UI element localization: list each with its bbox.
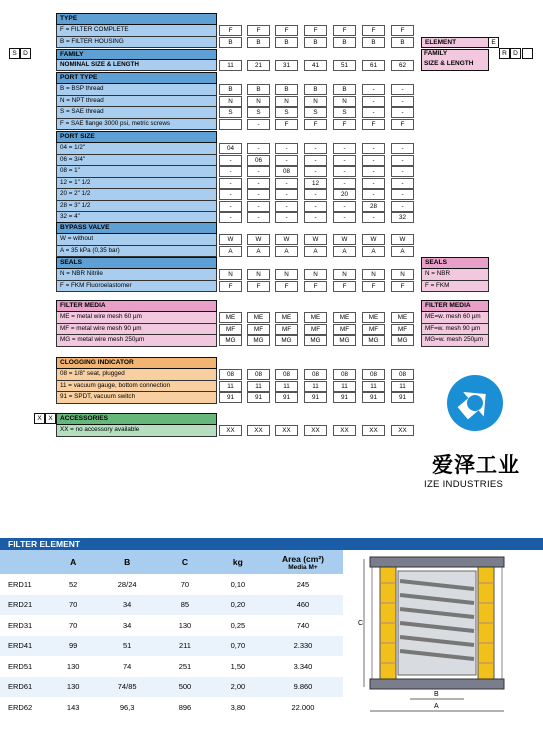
code-cell[interactable]: N: [391, 269, 414, 280]
type-header: TYPE: [56, 13, 217, 25]
code-cell[interactable]: W: [247, 234, 270, 245]
code-cell[interactable]: -: [333, 201, 356, 212]
logo-chinese-name: 爱泽工业: [432, 454, 520, 477]
fe-model-cell: ERD62: [8, 702, 33, 712]
fe-value-cell: 740: [296, 620, 310, 630]
code-cell[interactable]: B: [333, 84, 356, 95]
code-cell[interactable]: 28: [362, 201, 385, 212]
fe-model-cell: ERD41: [8, 641, 33, 651]
code-cell[interactable]: A: [362, 246, 385, 257]
fe-value-cell: 28/24: [117, 579, 137, 589]
code-cell[interactable]: B: [304, 84, 327, 95]
fe-model-cell: ERD21: [8, 600, 33, 610]
code-cell[interactable]: N: [362, 269, 385, 280]
code-cell[interactable]: -: [219, 178, 242, 189]
code-cell[interactable]: -: [247, 166, 270, 177]
code-cell[interactable]: 32: [391, 212, 414, 223]
filter-element-drawing: [350, 553, 540, 723]
code-cell[interactable]: -: [247, 119, 270, 130]
family-code-cell[interactable]: 41: [304, 60, 327, 71]
code-cell[interactable]: 11: [304, 381, 327, 392]
code-cell[interactable]: ME: [333, 312, 356, 323]
port-size-header: PORT SIZE: [56, 131, 217, 143]
code-cell[interactable]: 91: [333, 392, 356, 403]
code-cell[interactable]: N: [275, 269, 298, 280]
port-size-row-label: 06 = 3/4": [56, 155, 217, 167]
xx-box[interactable]: X: [45, 413, 56, 424]
fe-value-cell: 130: [66, 661, 80, 671]
code-cell[interactable]: -: [304, 189, 327, 200]
fe-value-cell: 85: [180, 600, 190, 610]
code-cell[interactable]: MF: [304, 324, 327, 335]
port-type-row-label: S = SAE thread: [56, 107, 217, 119]
fe-value-cell: 22.000: [291, 702, 315, 712]
fe-model-cell: ERD11: [8, 579, 32, 589]
code-cell[interactable]: 08: [333, 369, 356, 380]
code-cell[interactable]: 08: [275, 369, 298, 380]
code-cell[interactable]: N: [219, 269, 242, 280]
code-cell[interactable]: 08: [247, 369, 270, 380]
code-cell[interactable]: F: [275, 25, 298, 36]
code-cell[interactable]: F: [362, 281, 385, 292]
port-type-row-label: B = BSP thread: [56, 84, 217, 96]
code-cell[interactable]: 11: [275, 381, 298, 392]
code-cell[interactable]: -: [333, 143, 356, 154]
code-cell[interactable]: S: [304, 107, 327, 118]
code-cell[interactable]: F: [333, 25, 356, 36]
code-cell[interactable]: -: [362, 178, 385, 189]
code-cell[interactable]: A: [391, 246, 414, 257]
code-cell[interactable]: B: [275, 37, 298, 48]
logo-english-name: IZE INDUSTRIES: [424, 479, 504, 490]
code-cell[interactable]: -: [362, 96, 385, 107]
fe-table-row: [0, 595, 343, 616]
family-right-line2: SIZE & LENGTH: [424, 60, 474, 67]
filter-media-right-row: MF=w. mesh 90 µm: [421, 324, 489, 336]
fe-value-cell: 130: [178, 620, 192, 630]
code-cell[interactable]: MG: [391, 335, 414, 346]
code-cell[interactable]: -: [362, 189, 385, 200]
code-cell[interactable]: F: [391, 281, 414, 292]
code-cell[interactable]: -: [247, 201, 270, 212]
code-cell[interactable]: MG: [219, 335, 242, 346]
code-cell[interactable]: 12: [304, 178, 327, 189]
code-cell[interactable]: S: [333, 107, 356, 118]
code-cell[interactable]: -: [362, 155, 385, 166]
element-e-box[interactable]: E: [488, 37, 499, 48]
code-cell[interactable]: -: [333, 166, 356, 177]
code-cell[interactable]: N: [304, 269, 327, 280]
sd-box[interactable]: S: [9, 48, 20, 59]
fe-table-row: [0, 574, 343, 595]
fe-value-cell: 2.330: [293, 641, 313, 651]
clogging-header: CLOGGING INDICATOR: [56, 357, 217, 369]
fe-value-cell: 96,3: [119, 702, 135, 712]
code-cell[interactable]: A: [304, 246, 327, 257]
code-cell[interactable]: -: [333, 212, 356, 223]
code-cell[interactable]: W: [362, 234, 385, 245]
code-cell[interactable]: B: [247, 37, 270, 48]
code-cell[interactable]: F: [247, 25, 270, 36]
code-cell[interactable]: ME: [304, 312, 327, 323]
port-size-row-label: 28 = 3" 1/2: [56, 201, 217, 213]
code-cell[interactable]: N: [333, 96, 356, 107]
fe-value-cell: 0,70: [230, 641, 246, 651]
code-cell[interactable]: -: [391, 96, 414, 107]
bypass-header: BYPASS VALVE: [56, 222, 217, 234]
fe-header-cell: kg: [213, 550, 263, 574]
code-cell[interactable]: 08: [304, 369, 327, 380]
element-rd-box[interactable]: R: [499, 48, 510, 59]
code-cell[interactable]: 08: [391, 369, 414, 380]
port-type-row-label: N = NPT thread: [56, 96, 217, 108]
code-cell[interactable]: -: [333, 155, 356, 166]
code-cell[interactable]: N: [275, 96, 298, 107]
fe-area-sub: Media M+: [288, 563, 318, 571]
code-cell[interactable]: -: [362, 107, 385, 118]
code-cell[interactable]: -: [391, 143, 414, 154]
code-cell[interactable]: S: [219, 107, 242, 118]
code-cell[interactable]: -: [391, 166, 414, 177]
code-cell[interactable]: MF: [362, 324, 385, 335]
code-cell[interactable]: -: [362, 143, 385, 154]
fe-value-cell: 52: [69, 579, 78, 589]
code-cell[interactable]: 11: [391, 381, 414, 392]
code-cell[interactable]: -: [391, 178, 414, 189]
code-cell[interactable]: W: [333, 234, 356, 245]
code-cell[interactable]: -: [275, 201, 298, 212]
fe-value-cell: 99: [69, 641, 78, 651]
code-cell[interactable]: -: [391, 107, 414, 118]
code-cell[interactable]: -: [247, 189, 270, 200]
code-cell[interactable]: -: [247, 143, 270, 154]
fe-header-cell: B: [97, 550, 157, 574]
code-cell[interactable]: B: [304, 37, 327, 48]
code-cell[interactable]: MG: [304, 335, 327, 346]
drawing-label-a: A: [434, 703, 439, 710]
clogging-row-label: 08 = 1/8" seat, plugged: [56, 369, 217, 381]
clogging-row-label: 91 = SPDT, vacuum switch: [56, 392, 217, 404]
code-cell[interactable]: ME: [247, 312, 270, 323]
fe-table-row: [0, 656, 343, 677]
code-cell[interactable]: -: [219, 155, 242, 166]
port-size-row-label: 12 = 1" 1/2: [56, 178, 217, 190]
code-cell[interactable]: -: [247, 212, 270, 223]
ize-logo: [418, 365, 528, 495]
code-cell[interactable]: F: [333, 119, 356, 130]
fe-table-row: [0, 636, 343, 657]
code-cell[interactable]: -: [362, 166, 385, 177]
code-cell[interactable]: 08: [275, 166, 298, 177]
fe-value-cell: 143: [66, 702, 80, 712]
code-cell[interactable]: 08: [362, 369, 385, 380]
code-cell[interactable]: N: [304, 96, 327, 107]
port-size-row-label: 20 = 2" 1/2: [56, 189, 217, 201]
seals-row-label: F = FKM Fluoroelastomer: [56, 281, 217, 293]
fe-table-row: [0, 677, 343, 698]
code-cell[interactable]: ME: [391, 312, 414, 323]
fe-value-cell: 0,10: [230, 579, 246, 589]
code-cell[interactable]: B: [333, 37, 356, 48]
code-cell[interactable]: -: [304, 143, 327, 154]
code-cell[interactable]: MG: [362, 335, 385, 346]
code-cell[interactable]: 04: [219, 143, 242, 154]
code-cell[interactable]: 20: [333, 189, 356, 200]
code-cell[interactable]: B: [219, 84, 242, 95]
family-code-cell[interactable]: 51: [333, 60, 356, 71]
fe-table-row: [0, 697, 343, 718]
type-row-label: B = FILTER HOUSING: [56, 37, 217, 49]
seals-right-row: N = NBR: [421, 269, 489, 281]
code-cell[interactable]: [219, 119, 242, 130]
code-cell[interactable]: MF: [247, 324, 270, 335]
seals-row-label: N = NBR Nitrile: [56, 269, 217, 281]
code-cell[interactable]: 91: [362, 392, 385, 403]
code-cell[interactable]: -: [391, 84, 414, 95]
code-cell[interactable]: -: [219, 212, 242, 223]
code-cell[interactable]: W: [304, 234, 327, 245]
code-cell[interactable]: -: [275, 155, 298, 166]
code-cell[interactable]: -: [275, 212, 298, 223]
element-empty-box[interactable]: [522, 48, 533, 59]
fe-value-cell: 70: [180, 579, 190, 589]
code-cell[interactable]: XX: [247, 425, 270, 436]
filter-media-row-label: MF = metal wire mesh 90 µm: [56, 324, 217, 336]
code-cell[interactable]: -: [219, 166, 242, 177]
code-cell[interactable]: ME: [275, 312, 298, 323]
code-cell[interactable]: -: [333, 178, 356, 189]
fe-value-cell: 245: [296, 579, 310, 589]
code-cell[interactable]: ME: [362, 312, 385, 323]
code-cell[interactable]: 11: [362, 381, 385, 392]
code-cell[interactable]: XX: [219, 425, 242, 436]
filter-media-right-header: FILTER MEDIA: [421, 300, 489, 312]
code-cell[interactable]: -: [304, 201, 327, 212]
code-cell[interactable]: -: [219, 201, 242, 212]
fe-value-cell: 251: [178, 661, 192, 671]
element-rd-box[interactable]: D: [510, 48, 521, 59]
fe-value-cell: 74/85: [117, 682, 137, 692]
code-cell[interactable]: MF: [333, 324, 356, 335]
code-cell[interactable]: F: [391, 25, 414, 36]
code-cell[interactable]: -: [362, 212, 385, 223]
fe-value-cell: 3.340: [293, 661, 313, 671]
fe-model-cell: ERD61: [8, 682, 33, 692]
port-type-row-label: F = SAE flange 3000 psi, metric screws: [56, 119, 217, 131]
type-row-label: F = FILTER COMPLETE: [56, 25, 217, 37]
filter-element-title: FILTER ELEMENT: [0, 538, 543, 550]
code-cell[interactable]: -: [304, 212, 327, 223]
code-cell[interactable]: ME: [219, 312, 242, 323]
code-cell[interactable]: MG: [333, 335, 356, 346]
family-code-cell[interactable]: 62: [391, 60, 414, 71]
code-cell[interactable]: 91: [391, 392, 414, 403]
family-code-cell[interactable]: 61: [362, 60, 385, 71]
code-cell[interactable]: -: [391, 155, 414, 166]
fe-value-cell: 211: [178, 641, 191, 651]
fe-value-cell: 34: [122, 600, 132, 610]
code-cell[interactable]: N: [247, 269, 270, 280]
code-cell[interactable]: XX: [304, 425, 327, 436]
fe-value-cell: 34: [122, 620, 132, 630]
fe-value-cell: 500: [178, 682, 192, 692]
code-cell[interactable]: MG: [275, 335, 298, 346]
fe-header-cell: [263, 550, 343, 574]
accessories-header: ACCESSORIES: [56, 413, 217, 425]
code-cell[interactable]: 91: [275, 392, 298, 403]
code-cell[interactable]: XX: [362, 425, 385, 436]
filter-media-header: FILTER MEDIA: [56, 300, 217, 312]
code-cell[interactable]: W: [275, 234, 298, 245]
code-cell[interactable]: B: [219, 37, 242, 48]
code-cell[interactable]: N: [247, 96, 270, 107]
code-cell[interactable]: F: [362, 119, 385, 130]
code-cell[interactable]: MF: [391, 324, 414, 335]
code-cell[interactable]: XX: [333, 425, 356, 436]
code-cell[interactable]: -: [247, 178, 270, 189]
fe-value-cell: 460: [296, 600, 310, 610]
code-cell[interactable]: F: [219, 25, 242, 36]
fe-header-cell: [0, 550, 49, 574]
code-cell[interactable]: S: [275, 107, 298, 118]
fe-table-row: [0, 615, 343, 636]
code-cell[interactable]: -: [362, 84, 385, 95]
filter-media-row-label: ME = metal wire mesh 60 µm: [56, 312, 217, 324]
code-cell[interactable]: 11: [219, 381, 242, 392]
code-cell[interactable]: -: [304, 166, 327, 177]
port-size-row-label: 32 = 4": [56, 212, 217, 224]
code-cell[interactable]: B: [362, 37, 385, 48]
code-cell[interactable]: A: [219, 246, 242, 257]
family-label: NOMINAL SIZE & LENGTH: [56, 60, 217, 71]
code-cell[interactable]: XX: [391, 425, 414, 436]
seals-header: SEALS: [56, 257, 217, 269]
fe-value-cell: 0,20: [230, 600, 246, 610]
fe-value-cell: 70: [69, 620, 78, 630]
accessories-row-label: XX = no accessory available: [56, 425, 217, 437]
filter-element-table-wrap: [0, 550, 343, 718]
fe-value-cell: 130: [66, 682, 80, 692]
bypass-row-label: W = without: [56, 234, 217, 246]
fe-area-header: Area (cm²): [281, 553, 324, 564]
port-size-row-label: 04 = 1/2": [56, 143, 217, 155]
code-cell[interactable]: MG: [247, 335, 270, 346]
family-header: FAMILY: [56, 49, 217, 60]
code-cell[interactable]: W: [391, 234, 414, 245]
code-cell[interactable]: A: [247, 246, 270, 257]
code-cell[interactable]: N: [333, 269, 356, 280]
code-cell[interactable]: B: [275, 84, 298, 95]
fe-model-cell: ERD51: [8, 661, 33, 671]
code-cell[interactable]: F: [247, 281, 270, 292]
fe-header-cell: C: [157, 550, 213, 574]
code-cell[interactable]: F: [219, 281, 242, 292]
fe-value-cell: 2,00: [230, 682, 246, 692]
code-cell[interactable]: 06: [247, 155, 270, 166]
code-cell[interactable]: 91: [247, 392, 270, 403]
bypass-row-label: A = 35 kPa (0,35 bar): [56, 246, 217, 258]
code-cell[interactable]: B: [247, 84, 270, 95]
code-cell[interactable]: MF: [219, 324, 242, 335]
family-code-cell[interactable]: 31: [275, 60, 298, 71]
port-type-header: PORT TYPE: [56, 72, 217, 84]
fe-value-cell: 0,25: [230, 620, 246, 630]
code-cell[interactable]: A: [275, 246, 298, 257]
code-cell[interactable]: MF: [275, 324, 298, 335]
code-cell[interactable]: -: [304, 155, 327, 166]
code-cell[interactable]: XX: [275, 425, 298, 436]
filter-element-table: [0, 550, 343, 718]
code-cell[interactable]: S: [247, 107, 270, 118]
code-cell[interactable]: -: [391, 189, 414, 200]
fe-value-cell: 74: [122, 661, 132, 671]
drawing-label-c: C: [358, 620, 364, 627]
fe-header-cell: A: [49, 550, 97, 574]
code-cell[interactable]: -: [219, 189, 242, 200]
code-cell[interactable]: -: [275, 189, 298, 200]
fe-value-cell: 3,80: [230, 702, 246, 712]
code-cell[interactable]: 11: [333, 381, 356, 392]
family-code-cell[interactable]: 21: [247, 60, 270, 71]
family-code-cell[interactable]: 11: [219, 60, 242, 71]
ize-logo-icon: [445, 373, 505, 433]
code-cell[interactable]: W: [219, 234, 242, 245]
code-cell[interactable]: F: [362, 25, 385, 36]
code-cell[interactable]: F: [304, 281, 327, 292]
clogging-row-label: 11 = vacuum gauge, bottom connection: [56, 381, 217, 393]
code-cell[interactable]: F: [275, 281, 298, 292]
fe-value-cell: 9.860: [293, 682, 313, 692]
code-cell[interactable]: -: [275, 178, 298, 189]
code-cell[interactable]: 08: [219, 369, 242, 380]
xx-box[interactable]: X: [34, 413, 45, 424]
fe-value-cell: 70: [69, 600, 78, 610]
fe-model-cell: ERD31: [8, 620, 33, 630]
filter-media-right-row: ME=w. mesh 60 µm: [421, 312, 489, 324]
code-cell[interactable]: F: [275, 119, 298, 130]
filter-media-row-label: MG = metal wire mesh 250µm: [56, 335, 217, 347]
fe-value-cell: 1,50: [230, 661, 246, 671]
fe-value-cell: 896: [178, 702, 192, 712]
code-cell[interactable]: 11: [247, 381, 270, 392]
filter-media-right-row: MG=w. mesh 250µm: [421, 335, 489, 347]
code-cell[interactable]: -: [275, 143, 298, 154]
seals-right-row: F = FKM: [421, 281, 489, 293]
code-cell[interactable]: F: [391, 119, 414, 130]
port-size-row-label: 08 = 1": [56, 166, 217, 178]
family-right-line1: FAMILY: [424, 50, 448, 57]
code-cell[interactable]: 91: [219, 392, 242, 403]
code-cell[interactable]: N: [219, 96, 242, 107]
code-cell[interactable]: F: [304, 25, 327, 36]
code-cell[interactable]: F: [333, 281, 356, 292]
code-cell[interactable]: F: [304, 119, 327, 130]
code-cell[interactable]: 91: [304, 392, 327, 403]
drawing-label-b: B: [434, 691, 439, 698]
code-cell[interactable]: -: [391, 201, 414, 212]
code-cell[interactable]: A: [333, 246, 356, 257]
element-label: ELEMENT: [421, 37, 499, 48]
sd-box[interactable]: D: [20, 48, 31, 59]
seals-right-header: SEALS: [421, 257, 489, 269]
code-cell[interactable]: B: [391, 37, 414, 48]
fe-value-cell: 51: [122, 641, 132, 651]
